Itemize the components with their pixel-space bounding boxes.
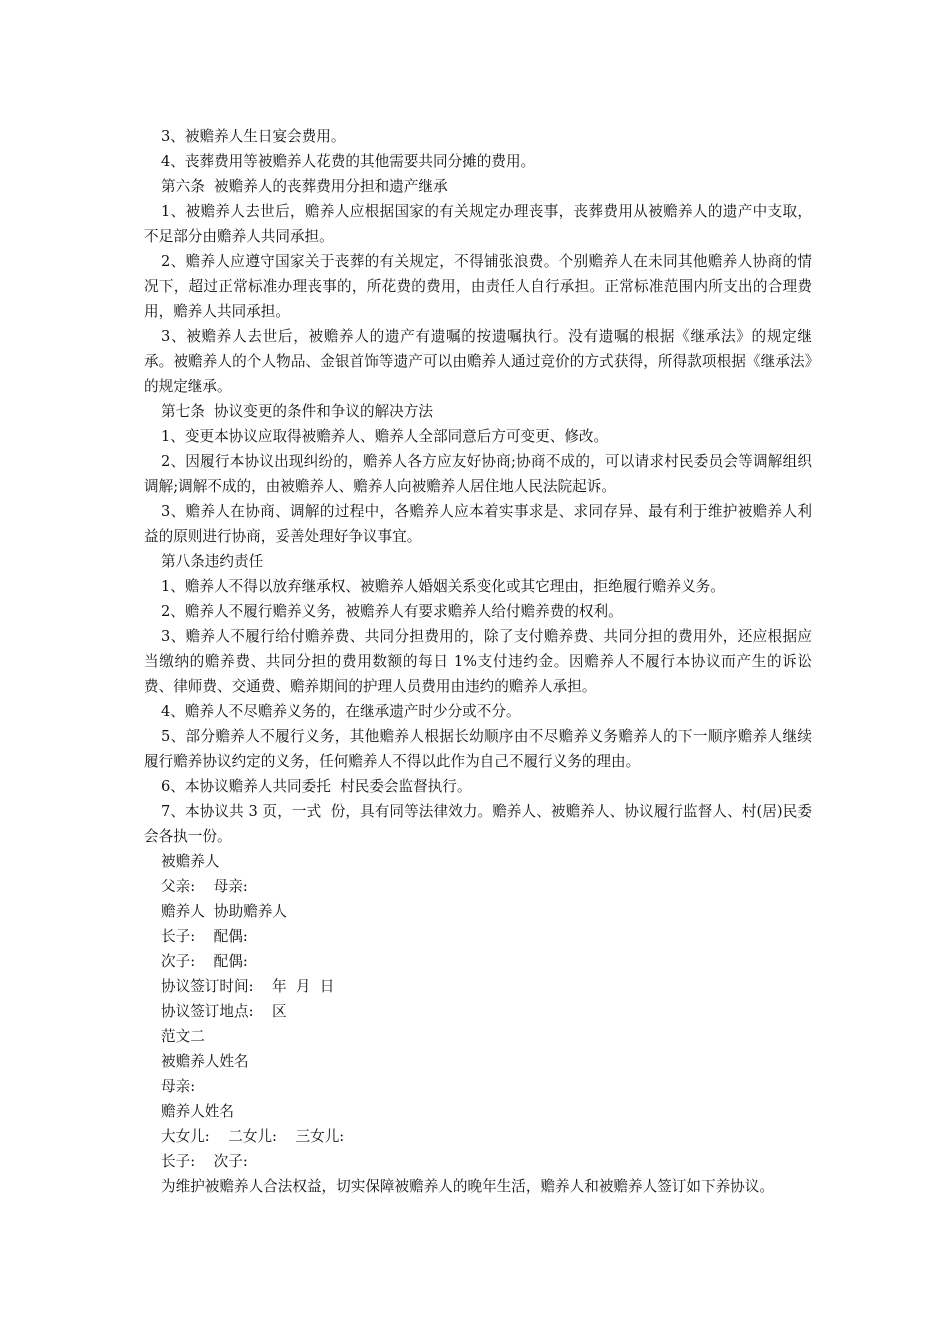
- paragraph-6: 3、被赡养人去世后，被赡养人的遗产有遗嘱的按遗嘱执行。没有遗嘱的根据《继承法》的规定继承。被赡养人的个人物品、金银首饰等遗产可以由赡养人通过竞价的方式获得，所得款项根据《继承法》的规定继承。: [144, 328, 812, 395]
- section-heading-8: 第八条违约责任: [161, 553, 264, 570]
- paragraph-9: 2、因履行本协议出现纠纷的，赡养人各方应友好协商;协商不成的，可以请求村民委员会等调解组织调解;调解不成的，由被赡养人、赡养人向被赡养人居住地人民法院起诉。: [144, 453, 812, 495]
- section-heading-7: 第七条 协议变更的条件和争议的解决方法: [161, 403, 433, 420]
- paragraph-15: 4、赡养人不尽赡养义务的，在继承遗产时少分或不分。: [161, 703, 521, 720]
- signature-eldest-son: 长子: 配偶:: [161, 928, 248, 945]
- document-body: [144, 124, 812, 1199]
- signature-parents: 父亲: 母亲:: [161, 878, 248, 895]
- paragraph-18: 7、本协议共 3 页，一式 份，具有同等法律效力。赡养人、被赡养人、协议履行监督人、村(居)民委会各执一份。: [144, 803, 812, 845]
- mother-label: 母亲:: [161, 1078, 196, 1095]
- signature-label-supported: 被赡养人: [161, 853, 220, 870]
- paragraph-4: 1、被赡养人去世后，赡养人应根据国家的有关规定办理丧事，丧葬费用从被赡养人的遗产中支取，不足部分由赡养人共同承担。: [144, 203, 812, 245]
- paragraph-10: 3、赡养人在协商、调解的过程中，各赡养人应本着实事求是、求同存异、最有利于维护被赡养人利益的原则进行协商，妥善处理好争议事宜。: [144, 503, 812, 545]
- paragraph-1: 3、被赡养人生日宴会费用。: [161, 128, 346, 145]
- sample-two-heading: 范文二: [161, 1028, 205, 1045]
- paragraph-17: 6、本协议赡养人共同委托 村民委会监督执行。: [161, 778, 472, 795]
- signing-place: 协议签订地点: 区: [161, 1003, 287, 1020]
- sons-label: 长子: 次子:: [161, 1153, 248, 1170]
- signing-date: 协议签订时间: 年 月 日: [161, 978, 335, 995]
- supported-name-label: 被赡养人姓名: [161, 1053, 249, 1070]
- section-heading-6: 第六条 被赡养人的丧葬费用分担和遗产继承: [161, 178, 448, 195]
- signature-label-supporters: 赡养人 协助赡养人: [161, 903, 288, 920]
- daughters-label: 大女儿: 二女儿: 三女儿:: [161, 1128, 345, 1145]
- paragraph-5: 2、赡养人应遵守国家关于丧葬的有关规定，不得铺张浪费。个别赡养人在未同其他赡养人协商的情况下，超过正常标准办理丧事的，所花费的费用，由责任人自行承担。正常标准范围内所支出的合理费用，赡养人共同承担。: [144, 253, 812, 320]
- signature-second-son: 次子: 配偶:: [161, 953, 248, 970]
- supporter-name-label: 赡养人姓名: [161, 1103, 234, 1120]
- intro-paragraph: 为维护被赡养人合法权益，切实保障被赡养人的晚年生活，赡养人和被赡养人签订如下养协议。: [161, 1178, 774, 1195]
- paragraph-12: 1、赡养人不得以放弃继承权、被赡养人婚姻关系变化或其它理由，拒绝履行赡养义务。: [161, 578, 725, 595]
- paragraph-16: 5、部分赡养人不履行义务，其他赡养人根据长幼顺序由不尽赡养义务赡养人的下一顺序赡养人继续履行赡养协议约定的义务，任何赡养人不得以此作为自己不履行义务的理由。: [144, 728, 812, 770]
- paragraph-13: 2、赡养人不履行赡养义务，被赡养人有要求赡养人给付赡养费的权利。: [161, 603, 623, 620]
- paragraph-2: 4、丧葬费用等被赡养人花费的其他需要共同分摊的费用。: [161, 153, 536, 170]
- paragraph-8: 1、变更本协议应取得被赡养人、赡养人全部同意后方可变更、修改。: [161, 428, 609, 445]
- paragraph-14: 3、赡养人不履行给付赡养费、共同分担费用的，除了支付赡养费、共同分担的费用外，还应根据应当缴纳的赡养费、共同分担的费用数额的每日 1%支付违约金。因赡养人不履行本协议而产生的诉讼费、律师费、交通费、赡养期间的护理人员费用由违约的赡养人承担。: [144, 628, 812, 695]
